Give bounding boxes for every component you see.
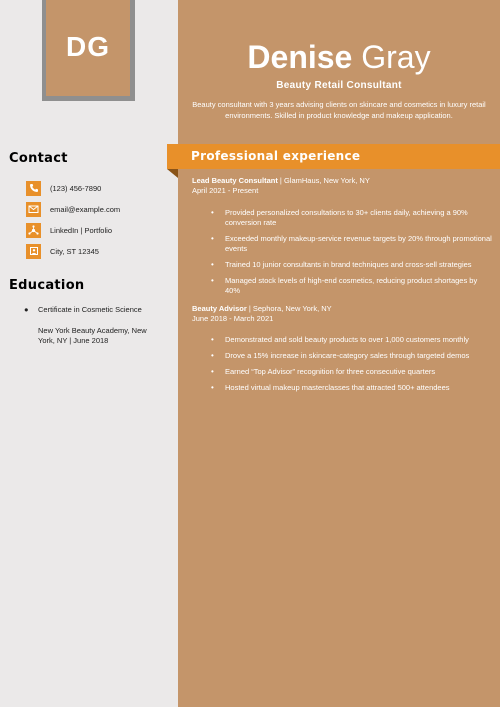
email-link[interactable]: email@example.com bbox=[50, 204, 121, 214]
monogram-frame bbox=[42, 0, 135, 101]
job-bullet: • Trained 10 junior consultants in brand techniques and cross-sell strategies bbox=[192, 260, 492, 270]
location-text: City, ST 12345 bbox=[50, 246, 99, 256]
education-school: New York Beauty Academy, New York, NY | June 2018 bbox=[38, 325, 147, 345]
contact-location bbox=[26, 243, 99, 259]
job-bullets bbox=[192, 335, 492, 393]
monogram: DG bbox=[46, 0, 130, 96]
bullet-icon: ● bbox=[24, 305, 29, 314]
network-icon bbox=[26, 223, 41, 238]
job-bullets bbox=[192, 208, 492, 296]
contact-links bbox=[26, 222, 112, 238]
sidebar bbox=[0, 0, 178, 707]
job-bullet: • Provided personalized consultations to 30+ clients daily, achieving a 90% conversion rate bbox=[192, 208, 492, 228]
contact-phone bbox=[26, 180, 101, 196]
summary: Beauty consultant with 3 years advising clients on skincare and cosmetics in luxury retail environments. Skilled in product knowledge and makeup application. bbox=[192, 100, 486, 120]
phone-text: (123) 456-7890 bbox=[50, 183, 102, 193]
job-header bbox=[192, 176, 492, 186]
job-role: Beauty Advisor bbox=[192, 304, 247, 313]
location-icon bbox=[26, 244, 41, 259]
job-header bbox=[192, 304, 492, 314]
job-role: Lead Beauty Consultant bbox=[192, 176, 278, 185]
candidate-name bbox=[178, 37, 500, 77]
education-heading: Education bbox=[9, 278, 85, 293]
job-company: | GlamHaus, New York, NY bbox=[277, 176, 370, 185]
job-dates: June 2018 - March 2021 bbox=[192, 314, 274, 323]
banner-fold bbox=[167, 169, 178, 178]
last-name: Gray bbox=[361, 39, 431, 75]
job-title: Beauty Retail Consultant bbox=[276, 80, 402, 91]
job-bullet: • Exceeded monthly makeup-service revenue targets by 20% through promotional events bbox=[192, 234, 492, 254]
first-name: Denise bbox=[247, 39, 353, 75]
job-entry bbox=[192, 304, 492, 393]
job-dates: April 2021 - Present bbox=[192, 186, 259, 195]
phone-icon bbox=[26, 181, 41, 196]
contact-email bbox=[26, 201, 120, 217]
job-bullet: • Managed stock levels of high-end cosmetics, reducing product shortages by 40% bbox=[192, 276, 492, 296]
job-bullet: • Hosted virtual makeup masterclasses that attracted 500+ attendees bbox=[192, 383, 492, 393]
experience-banner bbox=[167, 144, 500, 169]
email-icon bbox=[26, 202, 41, 217]
job-entry bbox=[192, 176, 492, 296]
job-company: | Sephora, New York, NY bbox=[246, 304, 332, 313]
contact-heading: Contact bbox=[9, 151, 68, 166]
education-degree: Certificate in Cosmetic Science bbox=[38, 305, 142, 314]
job-bullet: • Demonstrated and sold beauty products to over 1,000 customers monthly bbox=[192, 335, 492, 345]
experience-heading: Professional experience bbox=[191, 149, 361, 163]
job-bullet: • Earned “Top Advisor” recognition for three consecutive quarters bbox=[192, 367, 492, 377]
job-bullet: • Drove a 15% increase in skincare-category sales through targeted demos bbox=[192, 351, 492, 361]
profile-links[interactable]: LinkedIn | Portfolio bbox=[50, 225, 112, 235]
education-entry bbox=[24, 305, 164, 347]
